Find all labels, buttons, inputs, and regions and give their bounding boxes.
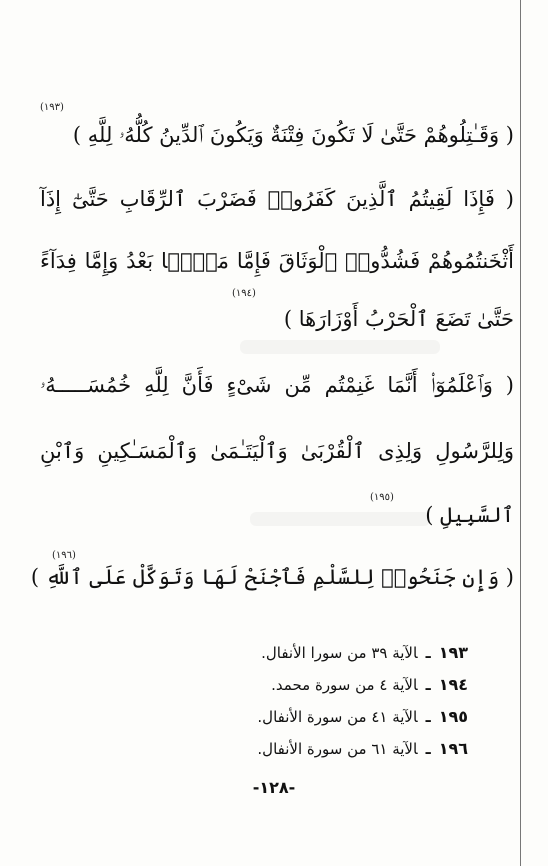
footnote-text: الآية ٤ من سورة محمد. xyxy=(271,676,418,694)
footnote-number: ١٩٤ xyxy=(438,675,468,694)
footnote xyxy=(271,674,468,696)
verse-marker: (١٩٤) xyxy=(232,288,256,299)
footnote-dash: ـ xyxy=(425,644,431,662)
verse-marker: (١٩٣) xyxy=(40,102,64,113)
verse-line: ( وَٱعْلَمُوٓا۟ أَنَّمَا غَنِمْتُم مِّن شَىْءٍ فَأَنَّ لِلَّهِ خُمُسَـــــهُۥ xyxy=(40,373,514,397)
verse-line: ( وَقَـٰتِلُوهُمْ حَتَّىٰ لَا تَكُونَ فِتْنَةٌ وَيَكُونَ ٱلدِّينُ كُلُّهُۥ لِلَّهِ ) xyxy=(72,123,514,147)
verse-line: ( وَإِن جَنَحُوا۟ لِلسَّلْمِ فَٱجْنَحْ لَهَا وَتَوَكَّلْ عَلَى ٱللَّهِ ) xyxy=(30,565,514,589)
bleed-through-mark xyxy=(240,340,440,354)
verse-line: أَثْخَنتُمُوهُمْ فَشُدُّوا۟ ٱلْوَثَاقَ فَإِمَّا مَنًّۢا بَعْدُ وَإِمَّا فِدَآءً xyxy=(40,249,514,273)
page-edge-rule xyxy=(520,0,521,866)
footnote xyxy=(257,706,468,728)
footnote-text: الآية ٣٩ من سورا الأنفال. xyxy=(261,644,418,662)
footnote xyxy=(257,738,468,760)
footnote-dash: ـ xyxy=(425,740,431,758)
footnote-text: الآية ٦١ من سورة الأنفال. xyxy=(257,740,418,758)
page-number: -١٢٨- xyxy=(252,778,296,797)
verse-line: حَتَّىٰ تَضَعَ ٱلْحَرْبُ أَوْزَارَهَا ) xyxy=(283,307,514,331)
verse-line: ٱلسَّبِيلِ ) xyxy=(425,503,514,527)
footnote-text: الآية ٤١ من سورة الأنفال. xyxy=(257,708,418,726)
verse-line: وَلِلرَّسُولِ وَلِذِى ٱلْقُرْبَىٰ وَٱلْيَتَـٰمَىٰ وَٱلْمَسَـٰكِينِ وَٱبْنِ xyxy=(40,439,514,463)
verse-line: ( فَإِذَا لَقِيتُمُ ٱلَّذِينَ كَفَرُوا۟ فَضَرْبَ ٱلرِّقَابِ حَتَّىٰٓ إِذَآ xyxy=(40,187,514,211)
footnote-number: ١٩٥ xyxy=(438,707,468,726)
footnote-number: ١٩٦ xyxy=(438,739,468,758)
footnote-dash: ـ xyxy=(425,708,431,726)
footnote xyxy=(261,642,468,664)
verse-marker: (١٩٥) xyxy=(370,492,394,503)
footnote-dash: ـ xyxy=(425,676,431,694)
verse-marker: (١٩٦) xyxy=(52,550,76,561)
footnote-number: ١٩٣ xyxy=(438,643,468,662)
